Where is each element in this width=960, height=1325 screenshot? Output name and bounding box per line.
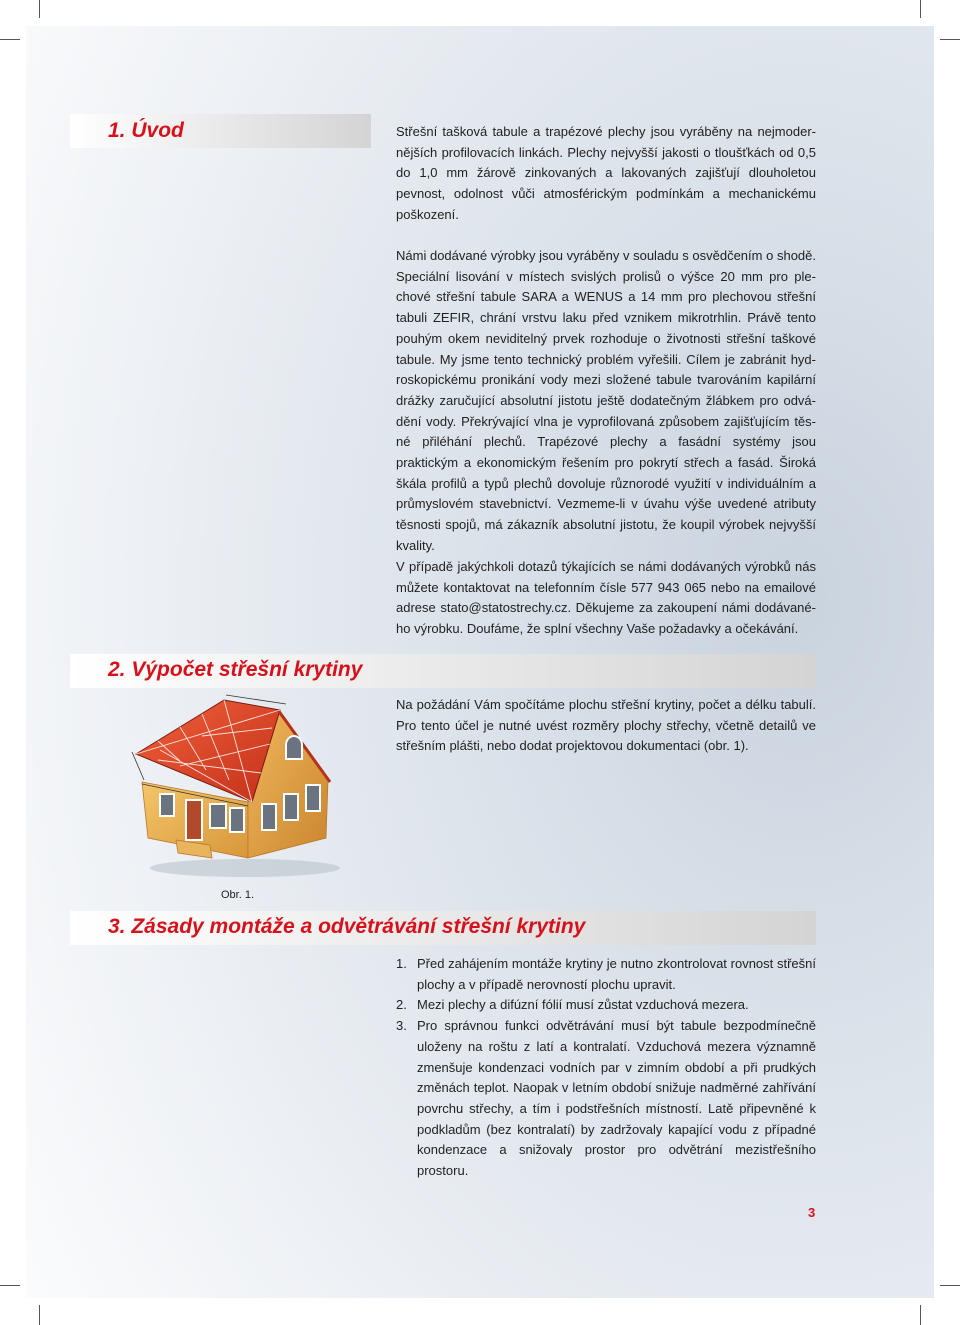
list-item — [396, 1016, 816, 1182]
section-heading: 3. Zásady montáže a odvětrávání střešní krytiny — [108, 915, 586, 938]
crop-mark — [920, 0, 921, 18]
house-illustration — [130, 690, 345, 880]
list-text: Pro správnou funkci odvětrávání musí být tabule bezpodmínečně uloženy na roštu z latí a kontralatí. Vzduchová mezera významně zmenšuje kondenzaci vodních par v zimním období a při prudkých změnách teplot. Naopak v letním období snižuje nadměrné zahřívání povrchu střechy, a tím i podstřešních místností. Latě připevněné k podkladům (bez kontralatí) by zadržovaly kapající vodu z případné kondenzace a snižovaly prostor pro odvětrání mezistřešního prostoru. — [417, 1018, 816, 1179]
page-number: 3 — [808, 1205, 816, 1220]
intro-paragraph-1 — [396, 122, 816, 226]
crop-mark — [940, 39, 960, 40]
crop-mark — [920, 1305, 921, 1325]
calc-paragraph — [396, 695, 816, 757]
section-heading: 1. Úvod — [108, 119, 184, 142]
list-item — [396, 995, 816, 1016]
crop-mark — [39, 1305, 40, 1325]
paragraph: Střešní tašková tabule a trapézové plechy jsou vyráběny na nejmodernějších profilovacích linkách. Plechy nejvyšší jakosti o tloušťkách od 0,5 do 1,0 mm žárově zinkovaných a lakovaných zajišťují dlouholetou pevnost, odolnost vůči atmosférickým podmínkám a mechanickému poškození. — [396, 124, 816, 222]
paragraph: Námi dodávané výrobky jsou vyráběny v souladu s osvědčením o shodě. Speciální lisování v místech svislých prolisů o výšce 20 mm pro plechové střešní tabule SARA a WENUS a 14 mm pro plechovou střešní tabuli ZEFIR, chrání vrstvu laku před vznikem mikrotrhlin. Právě tento pouhým okem neviditelný prvek rozhoduje o životnosti střešní taškové tabule. My jsme tento technický problém vyřešili. Cílem je zabránit hydroskopickému pronikání vody mezi složené tabule tvarováním kapilární drážky zaručující absolutní jistotu ještě dodatečným žlábkem pro odvádění vody. Překrývající vlna je vyprofilovaná způsobem zajišťujícím těsné přiléhání plechů. Trapézové plechy a fasádní systémy jsou praktickým a ekonomickým řešením pro pokrytí střech a fasád. Široká škála profilů a typů plechů dovoluje různorodé využití v individuálním a průmyslovém stavebnictví. Vezmeme-li v úvahu výše uvedené atributy těsnosti spojů, má zákazník absolutní jistotu, že koupil výrobek nejvyšší kvality. — [396, 248, 816, 553]
paragraph: Na požádání Vám spočítáme plochu střešní krytiny, počet a délku tabulí. Pro tento účel je nutné uvést rozměry plochy střechy, včetně detailů ve střešním plášti, nebo dodat projektovou dokumentaci (obr. 1). — [396, 697, 816, 754]
intro-paragraph-2 — [396, 246, 816, 557]
figure-caption: Obr. 1. — [221, 889, 255, 901]
crop-mark — [0, 1285, 20, 1286]
list-number: 2. — [396, 997, 407, 1013]
list-item — [396, 954, 816, 995]
list-number: 1. — [396, 956, 407, 971]
installation-list — [396, 954, 816, 1182]
list-text: Před zahájením montáže krytiny je nutno zkontrolovat rovnost střešní plochy a v případě nerovností plochu upravit. — [417, 956, 816, 992]
section-heading-bar — [70, 911, 816, 945]
section-heading: 2. Výpočet střešní krytiny — [108, 658, 363, 681]
list-text: Mezi plechy a difúzní fólií musí zůstat vzduchová mezera. — [417, 997, 749, 1013]
section-heading-bar — [70, 654, 816, 688]
crop-mark — [940, 1285, 960, 1286]
section-heading-bar — [70, 114, 371, 148]
list-number: 3. — [396, 1018, 407, 1034]
crop-mark — [0, 39, 20, 40]
intro-paragraph-3 — [396, 557, 816, 640]
paragraph: V případě jakýchkoli dotazů týkajících se námi dodávaných výrobků nás můžete kontaktovat na telefonním čísle 577 943 065 nebo na emailové adrese stato@statostrechy.cz. Děkujeme za zakoupení námi dodávaného výrobku. Doufáme, že splní všechny Vaše požadavky a očekávání. — [396, 559, 816, 637]
crop-mark — [39, 0, 40, 18]
